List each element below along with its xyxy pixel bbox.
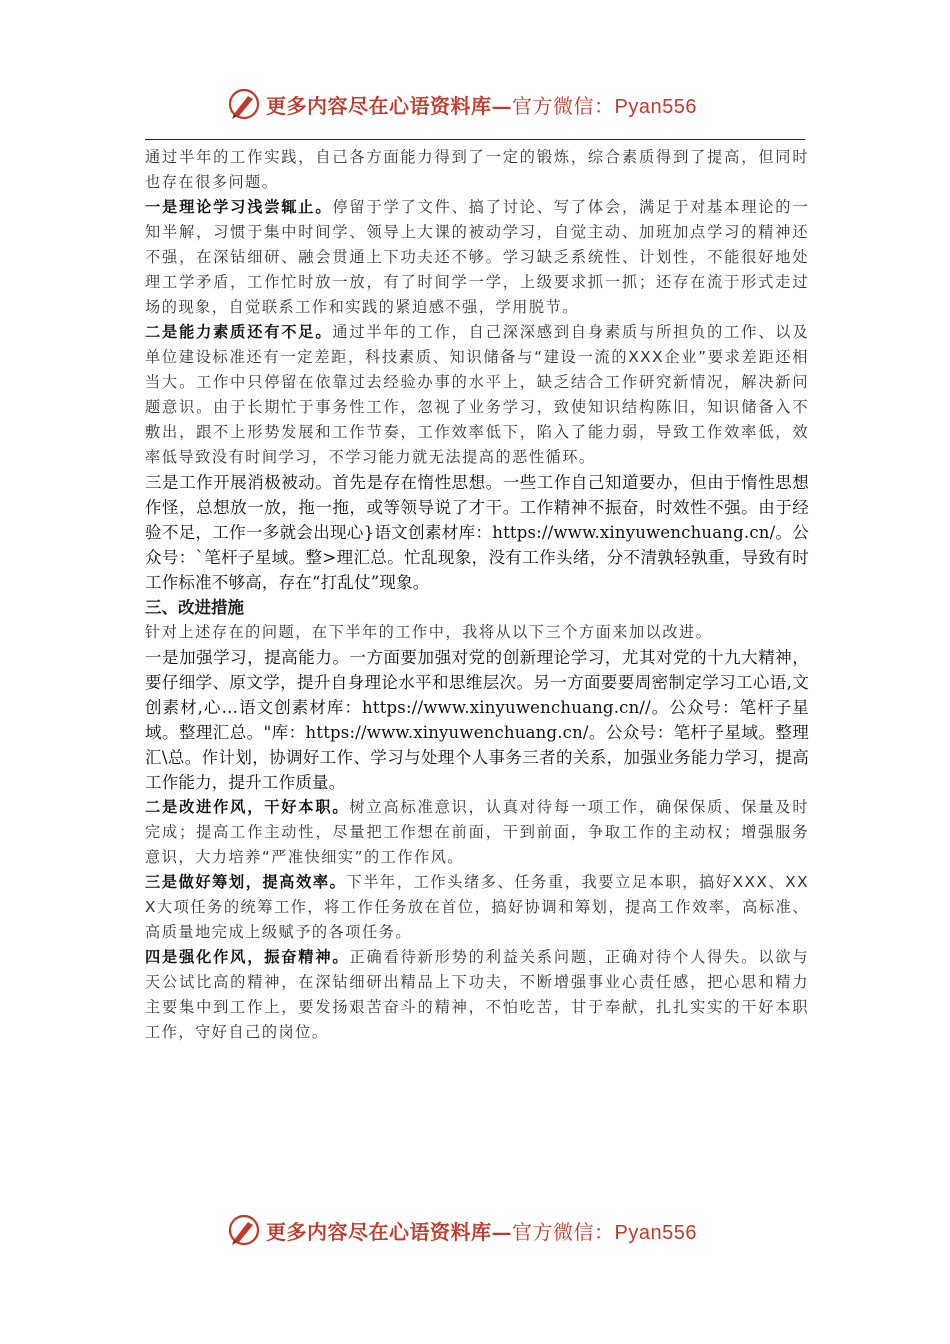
header-banner: [0, 84, 950, 124]
problem-1-paragraph: [145, 195, 809, 320]
measure-3-text: 下半年，工作头绪多、任务重，我要立足本职，搞好XXX、XXX大项任务的统筹工作，将工作任务放在首位，搞好协调和筹划，提高工作效率，高标准、高质量地完成上级赋予的各项任务。: [145, 873, 810, 941]
problem-1-text: 停留于学了文件、搞了讨论、写了体会，满足于对基本理论的一知半解，习惯于集中时间学、领导上大课的被动学习，自觉主动、加班加点学习的精神还不强，在深钻细研、融会贯通上下功夫还不够。学习缺乏系统性、计划性，不能很好地处理工学矛盾，工作忙时放一放，有了时间学一学，上级要求抓一抓；还存在流于形式走过场的现象，自觉联系工作和实践的紧迫感不强，学用脱节。: [145, 198, 810, 316]
pen-logo-icon: [226, 86, 262, 122]
measure-3-lead: 三是做好筹划，提高效率。: [145, 873, 347, 891]
footer-text-main: 更多内容尽在心语资料库: [266, 1219, 492, 1244]
problem-2-paragraph: [145, 320, 809, 470]
section-intro: 针对上述存在的问题，在下半年的工作中，我将从以下三个方面来加以改进。: [145, 623, 713, 641]
problem-2-lead: 二是能力素质还有不足。: [145, 323, 333, 341]
header-divider: [145, 139, 805, 140]
measure-4-lead: 四是强化作风，振奋精神。: [145, 948, 350, 966]
measure-2-lead: 二是改进作风，干好本职。: [145, 798, 350, 816]
measure-2-text: 树立高标准意识，认真对待每一项工作，确保保质、保量及时完成；提高工作主动性，尽量把工作想在前面，干到前面，争取工作的主动权；增强服务意识，大力培养“严准快细实”的工作作风。: [145, 798, 810, 866]
measure-3-paragraph: [145, 870, 809, 945]
section-heading: 三、改进措施: [145, 598, 244, 617]
banner-text: [266, 90, 697, 119]
intro-paragraph: 通过半年的工作实践，自己各方面能力得到了一定的锻炼，综合素质得到了提高，但同时也存在很多问题。: [145, 148, 809, 191]
document-body: [145, 145, 809, 1045]
measure-1-paragraph: 一是加强学习，提高能力。一方面要加强对党的创新理论学习，尤其对党的十九大精神，要仔细学、原文学，提升自身理论水平和思维层次。另一方面要要周密制定学习工心语,文创素材,心…语文创素材库：https://www.xinyuwenchuang.cn//。公众号：笔杆子星域。整理汇总。"库：https://www.xinyuwenchuang.cn/。公众号：笔杆子星域。整理汇\总。作计划，协调好工作、学习与处理个人事务三者的关系，加强业务能力学习，提高工作能力，提升工作质量。: [145, 648, 809, 792]
pen-logo-icon: [226, 1212, 262, 1248]
footer-banner: [0, 1210, 950, 1250]
problem-1-lead: 一是理论学习浅尝辄止。: [145, 198, 333, 216]
banner-text-main: 更多内容尽在心语资料库: [266, 93, 492, 118]
banner-text-id: Pyan556: [614, 95, 697, 118]
measure-2-paragraph: [145, 795, 809, 870]
problem-3-paragraph: 三是工作开展消极被动。首先是存在惰性思想。一些工作自己知道要办，但由于惰性思想作怪，总想放一放，拖一拖，或等领导说了才干。工作精神不振奋，时效性不强。由于经验不足，工作一多就会出现心}语文创素材库：https://www.xinyuwenchuang.cn/。公众号：`笔杆子星域。整>理汇总。忙乱现象，没有工作头绪，分不清孰轻孰重，导致有时工作标准不够高，存在“打乱仗”现象。: [145, 473, 809, 592]
banner-content: [226, 84, 697, 124]
measure-4-paragraph: [145, 945, 809, 1045]
banner-text-wechat: 官方微信：: [512, 93, 615, 118]
footer-banner-content: [226, 1210, 697, 1250]
footer-banner-text: [266, 1216, 697, 1245]
problem-2-text: 通过半年的工作，自己深深感到自身素质与所担负的工作、以及单位建设标准还有一定差距，科技素质、知识储备与“建设一流的XXX企业”要求差距还相当大。工作中只停留在依靠过去经验办事的水平上，缺乏结合工作研究新情况，解决新问题意识。由于长期忙于事务性工作，忽视了业务学习，致使知识结构陈旧，知识储备入不敷出，跟不上形势发展和工作节奏，工作效率低下，陷入了能力弱，导致工作效率低，效率低导致没有时间学习，不学习能力就无法提高的恶性循环。: [145, 323, 810, 466]
banner-text-dash: —: [491, 93, 512, 118]
footer-text-dash: —: [491, 1219, 512, 1244]
measure-4-text: 正确看待新形势的利益关系问题，正确对待个人得失。以欲与天公试比高的精神，在深钻细研出精品上下功夫，不断增强事业心责任感，把心思和精力主要集中到工作上，要发扬艰苦奋斗的精神，不怕吃苦，甘于奉献，扎扎实实的干好本职工作，守好自己的岗位。: [145, 948, 810, 1041]
footer-text-wechat: 官方微信：: [512, 1219, 615, 1244]
footer-text-id: Pyan556: [614, 1221, 697, 1244]
